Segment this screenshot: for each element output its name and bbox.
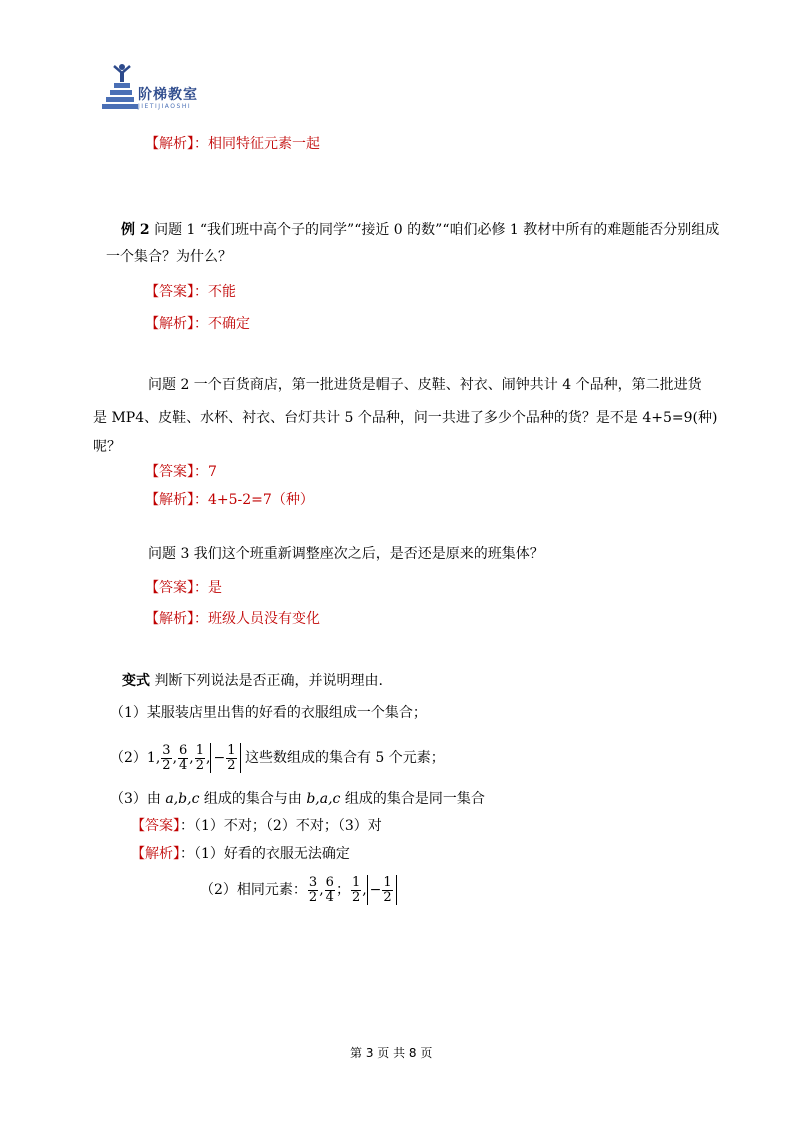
- separator: ；: [335, 882, 350, 898]
- fraction-6-4: [325, 876, 335, 905]
- q2-line2: 是 MP4、皮鞋、水杯、衬衣、台灯共计 5 个品种，问一共进了多少个品种的货？是不是 4+5=9(种): [93, 410, 718, 426]
- set-bac: b,a,c: [306, 791, 341, 807]
- answer-label: 【答案】: [145, 580, 194, 596]
- item-3-prefix: （3）由: [110, 791, 166, 807]
- analysis-2-prefix: （2）相同元素：: [200, 882, 307, 898]
- logo-subtitle: JIETIJIAOSHI: [138, 103, 192, 110]
- numerator: 3: [308, 874, 318, 890]
- example-2-q1-line1: [121, 219, 719, 239]
- variant-answer: [131, 815, 382, 835]
- denominator: 2: [351, 889, 361, 905]
- numerator: 1: [195, 742, 205, 758]
- answer-label: 【答案】: [145, 284, 194, 300]
- analysis-label: 【解析】: [145, 492, 194, 508]
- numerator: 1: [351, 874, 361, 890]
- logo: [100, 62, 220, 114]
- minus-sign: −: [213, 750, 226, 766]
- answer-text: ：7: [194, 464, 217, 480]
- analysis-label: 【解析】: [131, 846, 180, 862]
- q2-line3: 呢？: [93, 439, 121, 455]
- page-footer: 第 3 页 共 8 页: [350, 1046, 433, 1060]
- denominator: 2: [162, 757, 171, 773]
- answer-text: ：不能: [194, 284, 236, 300]
- q1-line2: 一个集合？为什么？: [106, 249, 232, 265]
- numerator: 6: [179, 742, 188, 758]
- comma: ,: [189, 750, 194, 766]
- absolute-value: [210, 743, 240, 773]
- analysis-text: ：相同特征元素一起: [194, 136, 320, 152]
- denominator: 2: [227, 757, 236, 773]
- analysis-3: [145, 608, 320, 628]
- item-3-mid: 组成的集合与由: [199, 791, 307, 807]
- answer-text: ：是: [194, 580, 222, 596]
- fraction-3-2: [308, 876, 318, 905]
- comma: ,: [362, 882, 367, 898]
- numerator: 3: [162, 742, 171, 758]
- answer-label: 【答案】: [145, 464, 194, 480]
- numerator: 1: [383, 874, 392, 890]
- answer-label: 【答案】: [131, 818, 180, 834]
- analysis-label: 【解析】: [145, 136, 194, 152]
- denominator: 2: [195, 757, 205, 773]
- variant-analysis-2: [200, 868, 397, 912]
- denominator: 2: [308, 889, 318, 905]
- prev-analysis: [145, 133, 320, 153]
- absolute-value: [367, 875, 397, 905]
- fraction-6-4: [178, 744, 188, 773]
- item-2-text: 这些数组成的集合有 5 个元素；: [240, 750, 445, 766]
- example-label: 例 2: [121, 222, 150, 238]
- q1-text: 问题 1 “我们班中高个子的同学”“接近 0 的数”“咱们必修 1 教材中所有的难题能否分别组成: [149, 222, 720, 238]
- stairs-person-icon: [100, 62, 140, 114]
- numerator: 6: [325, 874, 334, 890]
- analysis-label: 【解析】: [145, 611, 194, 627]
- fraction-1-2: [382, 876, 392, 905]
- set-abc: a,b,c: [165, 791, 200, 807]
- variant-analysis: [131, 843, 350, 863]
- comma: ,: [206, 750, 211, 766]
- minus-sign: −: [369, 882, 382, 898]
- numerator: 1: [227, 742, 236, 758]
- answer-2: [145, 461, 217, 481]
- comma: ,: [319, 882, 324, 898]
- denominator: 4: [179, 757, 188, 773]
- answer-1: [145, 281, 236, 301]
- variant-item-1: （1）某服装店里出售的好看的衣服组成一个集合；: [110, 705, 427, 721]
- comma: ,: [172, 750, 178, 766]
- item-number: （2）: [110, 750, 147, 766]
- fraction-1-2: [195, 744, 205, 773]
- analysis-2: [145, 489, 314, 509]
- logo-name: 阶梯教室: [138, 87, 198, 103]
- number-one: 1,: [146, 750, 161, 766]
- denominator: 2: [383, 889, 392, 905]
- analysis-label: 【解析】: [145, 316, 194, 332]
- variant-label: 变式: [122, 673, 150, 689]
- analysis-text: ：班级人员没有变化: [194, 611, 320, 627]
- fraction-3-2: [161, 744, 171, 773]
- analysis-text: ：不确定: [194, 316, 250, 332]
- fraction-1-2: [351, 876, 361, 905]
- item-3-suffix: 组成的集合是同一集合: [340, 791, 485, 807]
- fraction-1-2: [226, 744, 236, 773]
- variant-item-2: [110, 738, 445, 778]
- variant-text: 判断下列说法是否正确，并说明理由.: [150, 673, 383, 689]
- analysis-1: [145, 313, 250, 333]
- analysis-text: ：（1）好看的衣服无法确定: [180, 846, 350, 862]
- answer-3: [145, 577, 222, 597]
- q3: 问题 3 我们这个班重新调整座次之后，是否还是原来的班集体？: [148, 546, 544, 562]
- q2-line1: 问题 2 一个百货商店，第一批进货是帽子、皮鞋、衬衣、闹钟共计 4 个品种，第二批进货: [148, 377, 702, 393]
- variant-title: [122, 670, 383, 690]
- analysis-text: ：4+5-2=7（种）: [194, 492, 314, 508]
- variant-item-3: [110, 788, 485, 808]
- answer-text: ：（1）不对；（2）不对；（3）对: [180, 818, 382, 834]
- denominator: 4: [325, 889, 334, 905]
